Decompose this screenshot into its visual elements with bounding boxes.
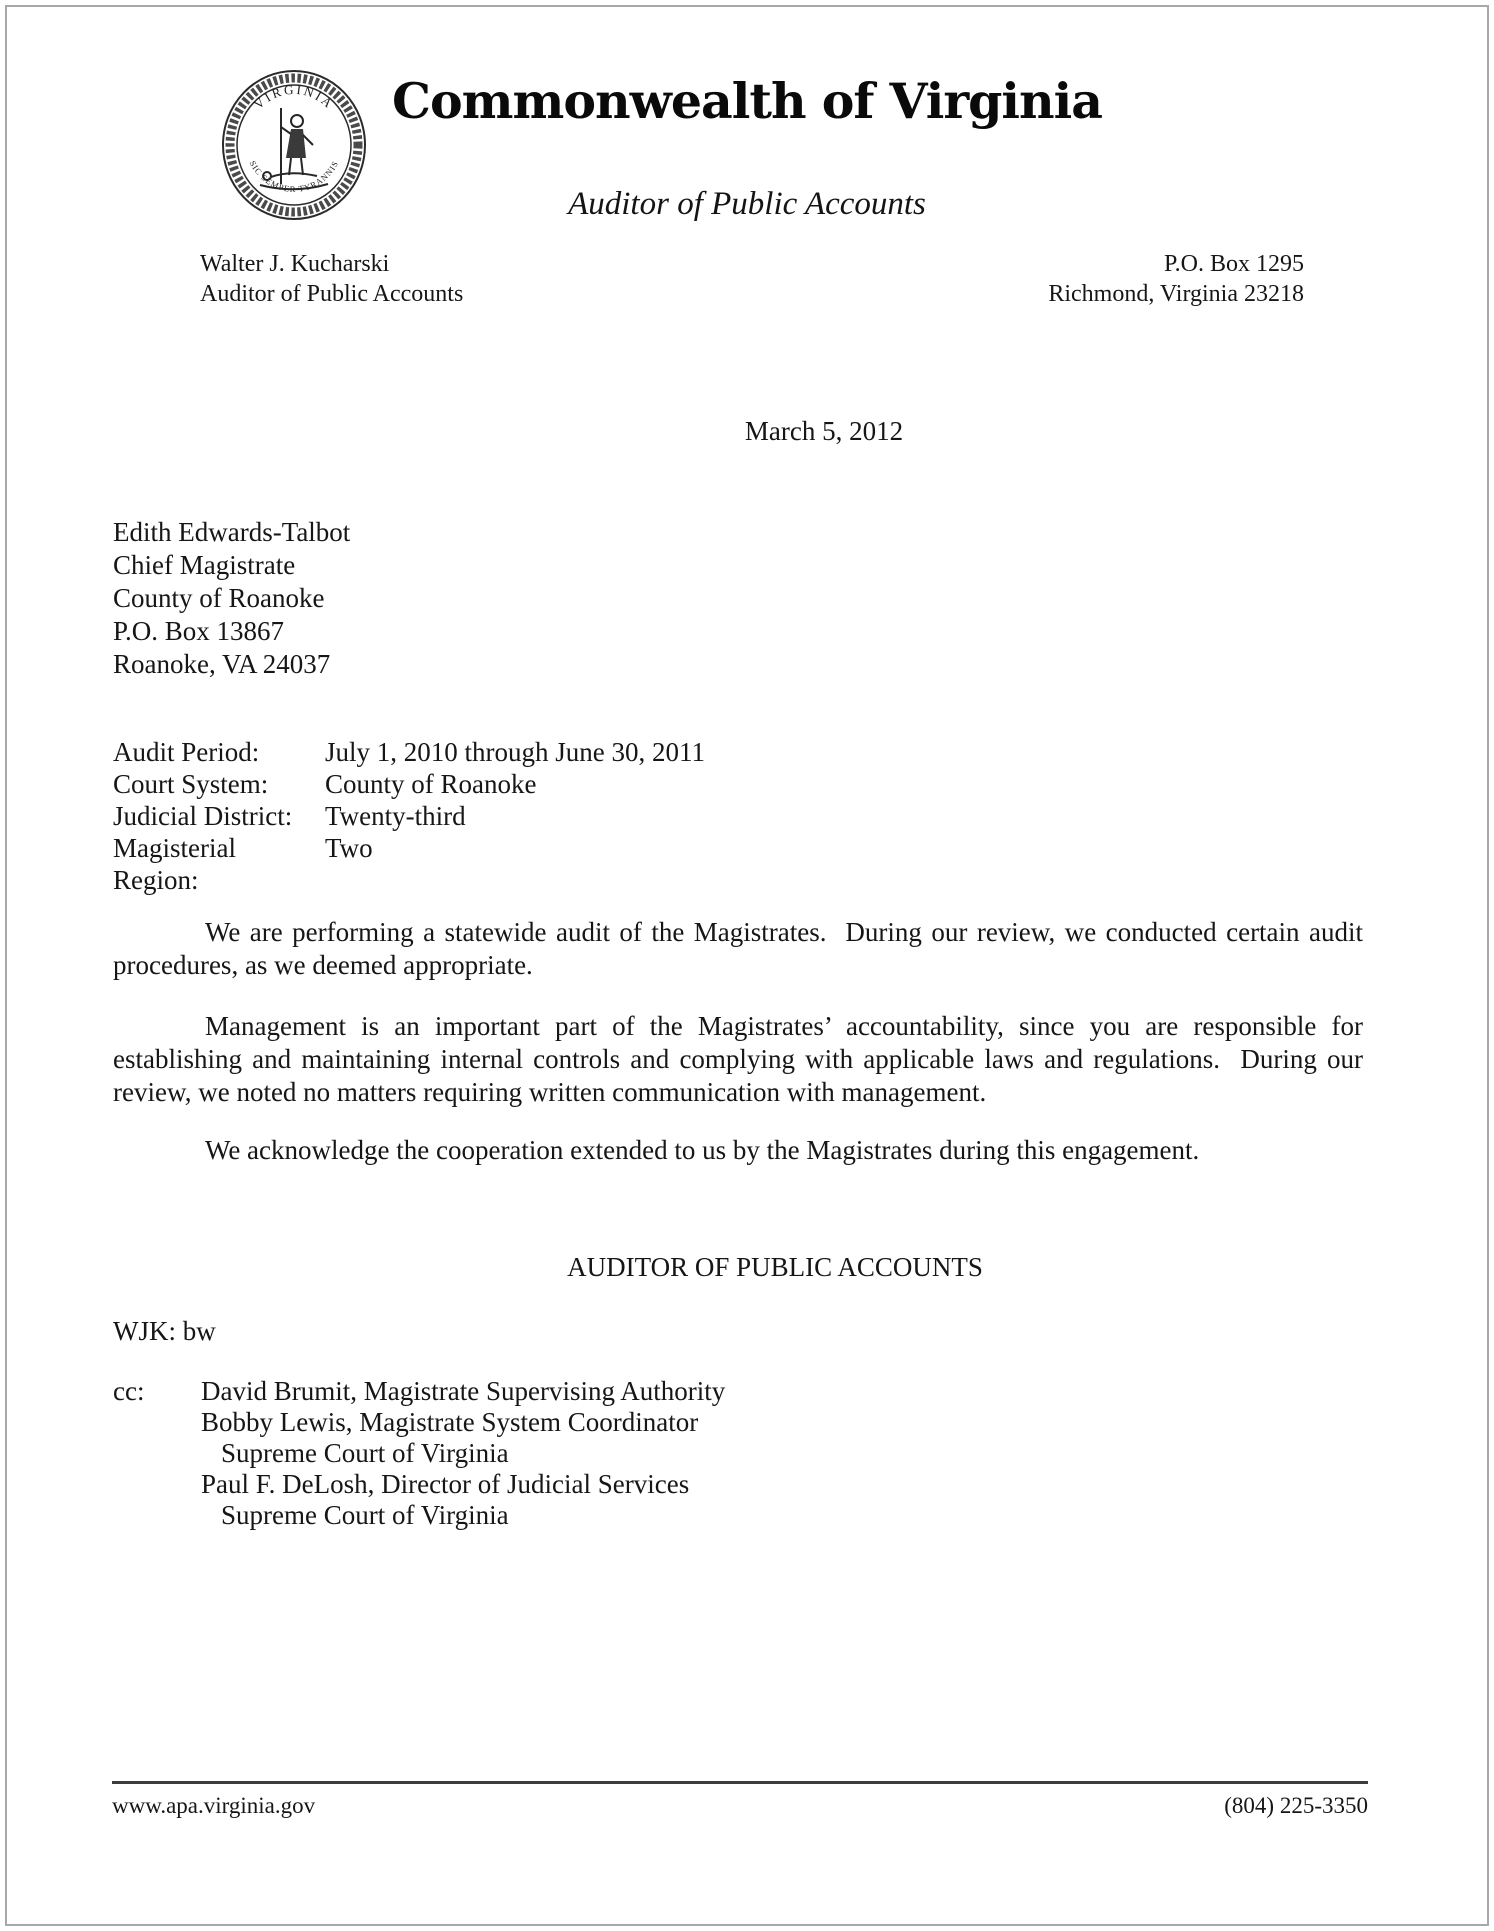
audit-period-label: Audit Period:: [113, 737, 260, 767]
audit-info-block: [113, 736, 705, 896]
po-box: P.O. Box 1295: [1163, 251, 1304, 277]
seal-motto-text: SIC SEMPER TYRANNIS: [247, 158, 341, 195]
court-system-value: County of Roanoke: [325, 769, 537, 799]
cc-label: cc:: [113, 1376, 145, 1406]
body-paragraph-1: We are performing a statewide audit of the Magistrates. During our review, we conducted certain audit procedures, as we deemed appropriate.: [113, 917, 1370, 980]
court-system-label: Court System:: [113, 769, 269, 799]
letterhead-official-block: [200, 249, 463, 309]
letterhead-subtitle: Auditor of Public Accounts: [568, 186, 926, 222]
magisterial-region-value: Two: [325, 833, 373, 863]
seal-top-text: VIRGINIA: [250, 81, 338, 113]
reference-initials: WJK: bw: [113, 1316, 216, 1346]
footer-phone: (804) 225-3350: [1224, 1793, 1368, 1818]
official-name: Walter J. Kucharski: [200, 251, 390, 277]
audit-info-row: [113, 736, 705, 768]
recipient-city: Roanoke, VA 24037: [113, 649, 331, 679]
recipient-name: Edith Edwards-Talbot: [113, 517, 351, 547]
signature-org-line: AUDITOR OF PUBLIC ACCOUNTS: [567, 1252, 983, 1282]
cc-list: [201, 1376, 725, 1531]
audit-period-value: July 1, 2010 through June 30, 2011: [325, 737, 705, 767]
audit-info-row: [113, 832, 705, 896]
letterhead-title: Commonwealth of Virginia: [392, 72, 1102, 130]
recipient-title: Chief Magistrate: [113, 550, 296, 580]
recipient-address-block: [113, 516, 350, 681]
judicial-district-label: Judicial District:: [113, 801, 293, 831]
recipient-org: County of Roanoke: [113, 583, 325, 613]
audit-info-row: [113, 768, 705, 800]
letter-date: March 5, 2012: [744, 416, 904, 446]
official-title: Auditor of Public Accounts: [200, 281, 464, 307]
body-paragraph-2: Management is an important part of the Magistrates’ accountability, since you are responsible for establishing and maintaining internal controls and complying with applicable laws and regulations. During our review, we noted no matters requiring written communication with management.: [113, 1011, 1370, 1107]
judicial-district-value: Twenty-third: [325, 801, 466, 831]
magisterial-region-label: Magisterial Region:: [113, 833, 236, 895]
cc-recipient: Paul F. DeLosh, Director of Judicial Services: [201, 1469, 690, 1499]
cc-recipient: Bobby Lewis, Magistrate System Coordinator: [201, 1407, 699, 1437]
footer: [112, 1793, 1368, 1819]
cc-recipient-org: Supreme Court of Virginia: [221, 1500, 509, 1530]
city-state-zip: Richmond, Virginia 23218: [1048, 281, 1304, 307]
recipient-po-box: P.O. Box 13867: [113, 616, 285, 646]
footer-divider: [112, 1781, 1368, 1784]
cc-recipient-org: Supreme Court of Virginia: [221, 1438, 509, 1468]
letterhead-address-block: [1048, 249, 1304, 309]
cc-recipient: David Brumit, Magistrate Supervising Authority: [201, 1376, 726, 1406]
body-paragraph-3: We acknowledge the cooperation extended to us by the Magistrates during this engagement.: [205, 1135, 1200, 1165]
audit-info-row: [113, 800, 705, 832]
cc-block: [113, 1376, 725, 1531]
footer-website: www.apa.virginia.gov: [112, 1793, 316, 1818]
